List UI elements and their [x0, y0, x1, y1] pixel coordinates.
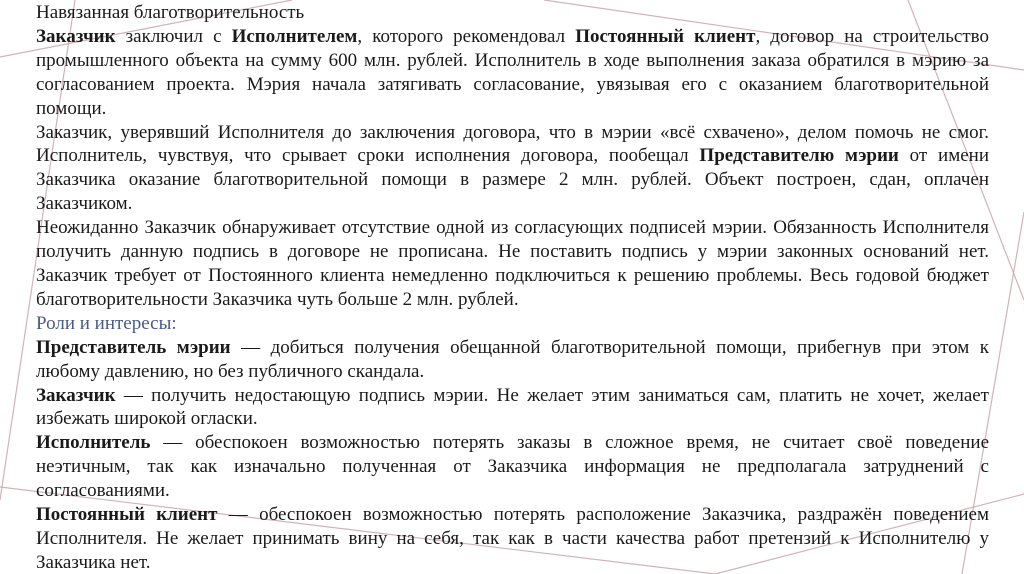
- role-contractor: [36, 431, 989, 503]
- bold-text-run: Представитель мэрии: [36, 336, 231, 358]
- text-run: заключил с: [115, 25, 232, 47]
- text-run: — обеспокоен возможностью потерять расположение Заказчика, раздражён поведением Исполнителя. Не желает принимать вину на себя, так как в части качества работ претензий к Исполнителю у Заказчика нет.: [36, 504, 990, 573]
- slide-title: [36, 1, 989, 25]
- case-paragraph-3: [36, 216, 989, 312]
- case-paragraph-2: [36, 121, 989, 217]
- text-run: от имени Заказчика оказание благотворительной помощи в размере 2 млн. рублей. Объект построен, сдан, оплачен Заказчиком.: [36, 145, 990, 215]
- bold-text-run: Постоянный клиент: [575, 25, 756, 47]
- text-run: Неожиданно Заказчик обнаруживает отсутствие одной из согласующих подписей мэрии. Обязанность Исполнителя получить данную подпись в договоре не прописана. Не поставить подпись у мэрии законных оснований нет. Заказчик требует от Постоянного клиента немедленно подключиться к решению проблемы. Весь годовой бюджет благотворительности Заказчика чуть больше 2 млн. рублей.: [36, 217, 989, 310]
- role-regular-client: [36, 503, 989, 574]
- role-customer: [36, 384, 989, 432]
- text-run: — получить недостающую подпись мэрии. Не желает этим заниматься сам, платить не хочет, желает избежать широкой огласки.: [36, 384, 989, 430]
- text-run: Заказчик, уверявший Исполнителя до заключения договора, что в мэрии «всё схвачено», делом помочь не смог. Исполнитель, чувствуя, что срывает сроки исполнения договора, пообещал: [36, 121, 989, 167]
- bold-text-run: Постоянный клиент: [36, 504, 218, 526]
- bold-text-run: Заказчик: [36, 25, 116, 47]
- bold-text-run: Исполнителем: [231, 25, 358, 47]
- bold-text-run: Представителю мэрии: [699, 145, 899, 167]
- role-mayor-representative: [36, 336, 989, 384]
- document-body: [36, 1, 989, 574]
- bold-text-run: Исполнитель: [36, 432, 151, 454]
- text-run: , которого рекомендовал: [357, 25, 576, 47]
- text-run: — обеспокоен возможностью потерять заказы в сложное время, не считает своё поведение неэтичным, так как изначально полученная от Заказчика информация не предполагала затруднений с согласованиями.: [36, 432, 989, 502]
- text-run: — добиться получения обещанной благотворительной помощи, прибегнув при этом к любому давлению, но без публичного скандала.: [36, 336, 989, 382]
- bold-text-run: Заказчик: [36, 384, 116, 406]
- accent-text-run: Роли и интересы:: [36, 312, 177, 334]
- text-run: Навязанная благотворительность: [36, 2, 305, 23]
- case-paragraph-1: [36, 25, 989, 121]
- roles-heading: [36, 312, 989, 336]
- text-run: , договор на строительство промышленного объекта на сумму 600 млн. рублей. Исполнитель в ходе выполнения заказа обратился в мэрию за согласованием проекта. Мэрия начала затягивать согласование, увязывая его с оказанием благотворительной помощи.: [36, 25, 989, 119]
